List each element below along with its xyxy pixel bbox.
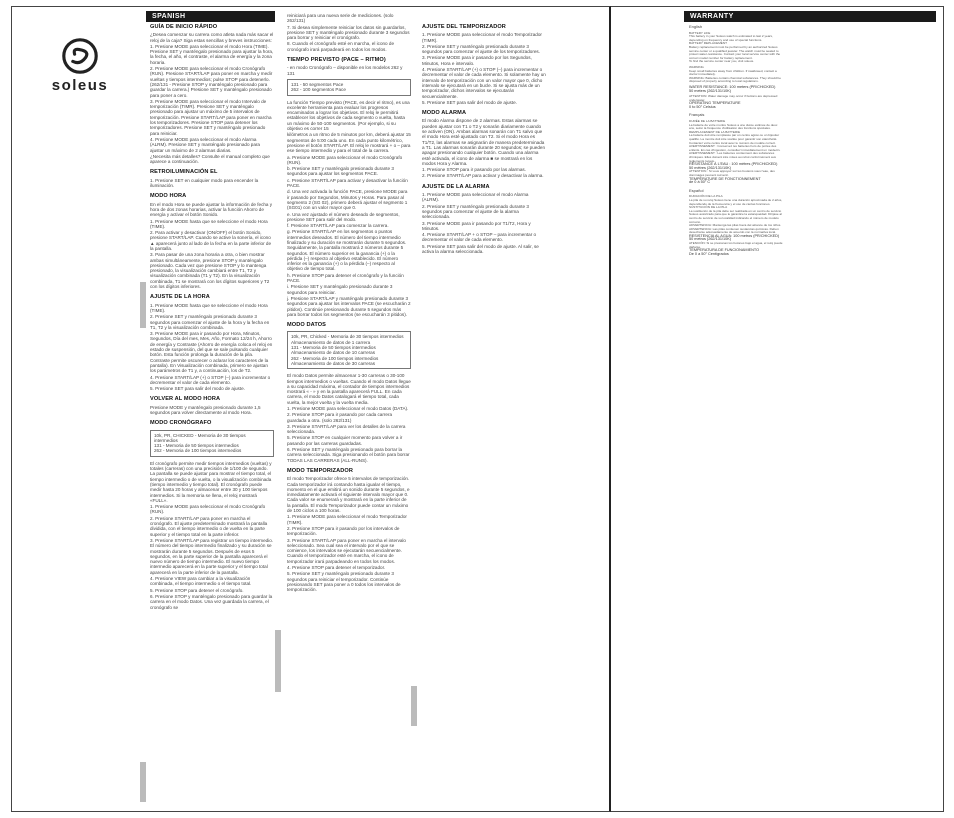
paragraph: 4. Presione START/LAP (+) o STOP (–) para incrementar o decrementar el valor de cada elemento. — [150, 374, 271, 385]
model-memory-box — [287, 79, 411, 96]
warranty-line: OPERATING TEMPERATURE — [689, 101, 741, 106]
warranty-line: TEMPÉRATURE DE FONCTIONNEMENT — [689, 176, 761, 181]
paragraph: 6. Presione STOP y manténgalo presionado para guardar la carrera en el modo Datos. Una vez guardada la carrera, el cronógrafo se — [150, 593, 273, 610]
section-heading: AJUSTE DEL TEMPORIZADOR — [422, 24, 506, 30]
side-tab-decoration — [411, 686, 417, 726]
section-heading: TIEMPO PREVISTO (PACE – RITMO) — [287, 57, 386, 64]
section-heading: RETROILUMINACIÓN EL — [150, 169, 218, 176]
spanish-column-1 — [150, 25, 274, 611]
paragraph: a. Presione MODE para seleccionar el modo Cronógrafo (RUN). — [287, 154, 403, 165]
warranty-line: ATENCIÓN: Si se presionan los botones bajo el agua, el reloj puede dañarse. — [689, 241, 783, 249]
spanish-column-3 — [422, 25, 546, 255]
soleus-logo-icon — [62, 38, 98, 74]
paragraph: 2. Presione MODE para seleccionar el modo Cronógrafo (RUN). Presione START/LAP para poner en marcha y medir vueltas y tiempos intermedios; pulse STOP para detenerlo. (262/131 - Presione STOP y manténgalo presionado para guardar la carrera.) Presione SET y manténgalo presionado para poner a cero. — [150, 66, 273, 98]
box-line: Almacenamiento de datos de 30 carreras — [291, 360, 376, 366]
paragraph: 1. Presione STOP para ir pasando por las alarmas. — [422, 167, 527, 173]
paragraph: 5. Presione SET para salir del modo de ajuste. Al salir, se activa la alarma seleccionada. — [422, 243, 539, 254]
warranty-line: WARNING: Batteries contain chemical substances. They should be disposed of properly according to local regulations. — [689, 75, 781, 84]
paragraph: 4. Presione START/LAP (+) o STOP (–) para incrementar o decrementar el valor de cada elemento. Si solamente hay un intervalo de temporización con un valor mayor que 0, dicho intervalo se ejecutará en un bucle. Si se ajusta más de un temporizador, dichos intervalos se ejecutarán secuencialmente. — [422, 67, 546, 99]
warranty-line: La sustitución de la pila debe ser realizada en un centro de servicio Soleus autorizado para que le garantice la estanqueidad. Diríjase al centro de servicio de su localidad indicando el número de modelo correcto. — [689, 208, 782, 224]
section-heading: MODO TEMPORIZADOR — [287, 467, 354, 474]
warranty-line: SUSTITUCIÓN DE LA PILA — [689, 205, 728, 210]
warranty-line: La pila de su reloj Soleus tiene una duración aproximada de 2 años, dependiendo de la frecuencia y el uso de ciertas funciones. — [689, 197, 783, 206]
paragraph: 5. Presione STOP en cualquier momento para volver a ir pasando por las carreras guardadas. — [287, 435, 403, 446]
warranty-line: La batterie doit être remplacée par un centre agréé ou un bijoutier qualifié. La montre doit être scellée pour garantir son étanchéité. Contactez votre centre local avec le numéro de modèle correct. — [689, 133, 780, 145]
paragraph: 1. Presione SET en cualquier modo para encender la iluminación. — [150, 177, 259, 189]
box-line: 262 - Memoria de 100 tiempos intermedios — [154, 448, 242, 454]
warranty-line: ATTENTION: Water damage may occur if buttons are depressed underwater. — [689, 94, 778, 102]
paragraph: g. Presione START/LAP en los segmentos o puntos intermedios deseados. El número del tiempo intermedio finalizado y su duración se mostrarán durante 5 segundos. Seguidamente, la pantalla mostrará 2 números durante 5 segundos. El número superior es la ganancia (+) o la pérdida (–) respecto al objetivo establecido. El número inferior es la ganancia (+) o la pérdida (–) respecto al objetivo de tiempo total. — [287, 229, 407, 272]
paragraph: 2. Presione SET y manténgalo presionado durante 3 segundos para comenzar el ajuste de la alarma seleccionada. — [422, 203, 529, 220]
paragraph: El modo Datos permite almacenar 1-30 carreras o 30-100 tiempos intermedios o vueltas. Cuando el modo Datos llegue a su capacidad máxima, el contador de tiempos intermedios mostrará « - » y en la pantalla aparecerá FULL. En cada carrera, el modo Datos catalogará el tiempo total, cada vuelta, la mejor vuelta y la vuelta media. — [287, 373, 411, 405]
spanish-column-2 — [287, 13, 411, 594]
language-heading: English — [689, 24, 703, 29]
paragraph: El modo Alarma dispone de 2 alarmas. Estas alarmas se pueden ajustar con T1 o T2 y sonarán diariamente cuando se activen (ON). Ambas alarmas sonarán con T1 salvo que el modo Hora esté ajustado con T2. Si el modo Hora es T1/T2, las alarmas se asignarán de manera predeterminada a T1. Las alarmas sonarán durante 20 segundos; se pueden apagar presionando cualquier botón. Cuando una alarma esté activada, el icono de alarma ■ se mostrará en los modos Hora y Alarma. — [422, 118, 546, 166]
section-heading: MODO ALARMA — [422, 110, 467, 117]
paragraph: reiniciará para una nueva serie de mediciones. (solo 262/131) — [287, 13, 394, 24]
paragraph: d. Una vez activada la función PACE, presione MODE para ir pasando por Segundos, Minutos y Horas. Para pasar al segmento 2 (SG 02), primero deberá ajustar el segmento 1 (SG01) con un valor mayor que 0. — [287, 189, 408, 211]
paragraph: 3. Presione START/LAP para ver los detalles de la carrera seleccionada. — [287, 423, 406, 435]
warranty-line: AVERTISSEMENT : Les batteries contiennent des substances chimiques. Elles doivent être mises au rebut conformément aux règlements locaux. — [689, 151, 777, 163]
paragraph: 1. Presione MODE para seleccionar el modo Alarma (ALRM). — [422, 192, 529, 203]
paragraph: 1. Presione MODE para seleccionar el modo Temporizador (TIMR). — [287, 514, 407, 525]
section-heading: VOLVER AL MODO HORA — [150, 396, 221, 403]
language-heading: Español — [689, 187, 704, 193]
paragraph: 1. Presione MODE para seleccionar el modo Hora (TIME). Presione SET y manténgalo presionado para ajustar la hora, la fecha, el año, el contraste, el alarma de energía y la zona horaria. — [150, 43, 274, 65]
section-heading: MODO HORA — [150, 193, 187, 200]
paragraph: - en modo Cronógrafo – disponible en los modelos 262 y 131 — [287, 65, 403, 76]
paragraph: 4. Presione MODE para seleccionar el modo Alarma (ALRM). Presione SET y manténgalo presionado para ajustar un máximo de 2 alarmas diarias. — [150, 136, 260, 153]
paragraph: En el modo Hora se puede ajustar la información de fecha y hora de dos zonas horarias, activar la función Ahorro de energía y activar el botón Sonido. — [150, 201, 273, 218]
paragraph: 7. Si desea simplemente reiniciar los datos sin guardarlos, presione SET y manténgalo presionado durante 3 segundos para borrar y reiniciar el cronógrafo. — [287, 24, 410, 41]
paragraph: 4. Presione VIEW para cambiar a la visualización combinada, el tiempo intermedio o el tiempo total. — [150, 576, 252, 587]
warranty-line: 0 to 50° Celsius — [689, 104, 716, 109]
warranty-line: AVERTISSEMENT : Conservez les batteries hors de portée des enfants. En cas d'ingestion, consultez immédiatement un médecin. — [689, 144, 781, 152]
warranty-line: La batterie de votre montre Soleus a une durée estimée de deux ans, selon la fréquence d'utilisation des fonctions spéciales. — [689, 122, 778, 131]
paragraph: ¿Desea comenzar su carrera como atleta nada más sacar el reloj de la caja? Siga estas sencillas y breves instrucciones: — [150, 32, 274, 43]
paragraph: 2. Presione STOP para ir pasando por los intervalos de temporización. — [287, 525, 400, 537]
section-heading: MODO DATOS — [287, 322, 327, 329]
model-memory-box — [150, 430, 274, 457]
paragraph: 2. Presione SET y manténgalo presionado durante 3 segundos para comenzar el ajuste de los temporizadores. — [422, 43, 540, 55]
warranty-header: WARRANTY — [684, 11, 936, 22]
warranty-line: BATTERY LIFE — [689, 30, 711, 35]
box-line: 131 - Memoria de 50 tiempos intermedios — [291, 345, 376, 351]
paragraph: 2. Para activar y desactivar (ON/OFF) el botón Sonido, presione START/LAP. Cuando se active la sonería, el icono ▲ aparecerá junto al lado de la fecha en la parte inferior de la pantalla. — [150, 230, 271, 251]
section-heading: MODO CRONÓGRAFO — [150, 420, 212, 427]
box-line: 10k, PR, Chicked - Memoria de 30 tiempos intermedios — [291, 334, 404, 340]
warranty-line: BATTERY REPLACEMENT — [689, 41, 727, 46]
warranty-line: RESISTENCIA AL AGUA: 100 metros (PR/CHICKED) — [689, 233, 780, 238]
warranty-line: 50 mètres (262/131/10K) — [689, 165, 732, 170]
paragraph: 2. Presione STOP para ir pasando por cada carrera guardada a otra. (solo 262/131) — [287, 412, 393, 423]
warranty-text — [689, 25, 784, 256]
paragraph: 3. Presione MODE para ir pasando por Hora, Minutos, Segundos, Día del mes, Mes, Año, Formato 12/24 h, Ahorro de energía y Contraste (Ahorro de energía coloca el reloj en estado de suspensión, del que se sale pulsando cualquier botón. Esta función prolonga la duración de la pila. Contraste permite oscurecer o aclarar los caracteres de la pantalla). En Visualización combinada, primero se ajustan los parámetros de T1 y, a continuación, los de T2. — [150, 331, 273, 374]
side-tab-decoration — [140, 282, 146, 328]
warranty-line: de 0 à 50° C — [689, 180, 711, 185]
model-memory-box — [287, 331, 411, 369]
box-line: 131 - 50 segmentos Pace — [291, 81, 344, 87]
box-line: 262 - Memoria de 100 tiempos intermedios — [291, 355, 379, 361]
paragraph: 3. Para pasar de una zona horaria a otra, o bien mostrar ambas simultáneamente, presione STOP y manténgalo presionado. Cada vez que presione STOP y lo mantenga presionado, la visualización cambiará entre T1, T2 y visualización combinada (T1 y T2). En la visualización combinada, T1 se mostrará con los dígitos superiores y T2 con los dígitos inferiores. — [150, 252, 270, 290]
paragraph: 4. Presione STOP para detener el temporizador. — [287, 565, 386, 571]
paragraph: 5. Presione SET para salir del modo de ajuste. — [422, 99, 517, 105]
paragraph: 2. Presione SET y manténgalo presionado durante 3 segundos para comenzar el ajuste de la hora y la fecha en T1, T2 y la visualización combinada. — [150, 314, 270, 330]
warranty-line: ADVERTENCIA: Las pilas contienen sustancias químicas. Deben desecharse adecuadamente de acuerdo con la normativa local. — [689, 226, 779, 235]
paragraph: 1. Presione MODE para seleccionar el modo Datos (DATA). — [287, 406, 409, 411]
paragraph: c. Presione START/LAP para activar y desactivar la función PACE. — [287, 177, 408, 189]
warranty-line: 50 metros (262/131/10K) — [689, 237, 732, 242]
soleus-logo — [45, 38, 115, 94]
paragraph: 3. Presione START/LAP para poner en marcha el intervalo seleccionado. Sea cual sea el intervalo por el que se comience, los intervalos se ejecutarán secuencialmente. Cuando el temporizador esté en marcha, el icono de temporizador irará parpadeando en todos los modos. — [287, 537, 406, 564]
paragraph: 3. Presione MODE para seleccionar el modo Intervalo de temporización (TIMR). Presione SET y manténgalo presionado para ajustar un máximo de 5 intervalos de temporización. Presione START/LAP para poner en marcha los temporizadores. Presione STOP para detener los temporizadores. Presione SET y manténgalo presionado para reiniciar. — [150, 98, 272, 136]
section-heading: AJUSTE DE LA HORA — [150, 294, 210, 301]
box-line: 131 - Memoria de 50 tiempos intermedios — [154, 443, 239, 449]
side-tab-decoration — [140, 762, 146, 802]
box-line: 262 - 100 segmentos Pace — [291, 87, 346, 93]
logo-wordmark: soleus — [51, 77, 109, 94]
paragraph: 1. Presione MODE para seleccionar el modo Cronógrafo (RUN). — [150, 504, 266, 515]
warranty-line: ATTENTION : Si vous appuyez sur les boutons sous l'eau, des dommages peuvent survenir. — [689, 169, 775, 177]
language-heading: Français — [689, 112, 705, 118]
warranty-line: This battery in your Soleus watch is estimated to last 2 years, depending on frequency and use of special functions. — [689, 34, 773, 42]
paragraph: j. Presione START/LAP y manténgalo presionado durante 3 segundos para ajustar los intervalos PACE (se escucharán 2 pitidos). Continúe presionando durante 5 segundos más para borrar todos los segmentos (se escucharán 3 pitidos). — [287, 295, 411, 317]
warranty-line: 50 meters (262/131/10K) — [689, 88, 732, 93]
warranty-line: WARNING — [689, 64, 704, 69]
paragraph: 2. Presione START/LAP para activar y desactivar la alarma. — [422, 173, 544, 179]
warranty-line: To find the service center near you, visit soleus. — [689, 59, 754, 64]
paragraph: i. Presione SET y manténgalo presionado durante 3 segundos para reiniciar. — [287, 284, 393, 295]
paragraph: El cronógrafo permite medir tiempos intermedios (vueltas) y totales (carreras) con una precisión de 1/100 de segundo. La pantalla se puede ajustar para mostrar el tiempo total, el tiempo intermedio o de vuelta, o la visualización combinada (tiempo intermedio y tiempo total). El cronógrafo puede medir hasta 20 horas y almacenar entre 30 y 100 tiempos intermedios. Si la memoria se llena, el reloj mostrará «FULL». — [150, 460, 272, 503]
box-line: Almacenamiento de datos de 1 carrera — [291, 339, 371, 345]
warranty-line: DURÉE DE LA BATTERIE — [689, 119, 726, 124]
warranty-line: DURACIÓN DE LA PILA — [689, 194, 723, 199]
paragraph: b. Presione SET y manténgalo presionado durante 3 segundos para ajustar los segmentos PACE. — [287, 166, 394, 177]
box-line: 10k, PR, CHICKED - Memoria de 30 tiempos intermedios — [154, 432, 246, 443]
paragraph: kilómetros a un ritmo de 5 minutos por km, deberá ajustar 15 segmentos de 5:00 cada uno. En cada punto kilométrico, presione el botón START/LAP. El reloj le mostrará + o – para ese tiempo intermedio y para el total de la carrera. — [287, 132, 411, 154]
paragraph: 6. Presione SET y manténgalo presionado para borrar la carrera seleccionada. Siga presionando el botón para borrar TODAS LAS CARRERAS (ALL-RUNS). — [287, 447, 410, 463]
paragraph: 3. Presione MODE para ir pasando por T1/T2, Hora y Minutos. — [422, 220, 531, 231]
section-heading: GUÍA DE INICIO RÁPIDO — [150, 24, 218, 30]
paragraph: La función Tiempo previsto (PACE, es decir el ritmo), es una excelente herramienta para evaluar los progresos encaminados a lograr los objetivos. El reloj le permitirá establecer los objetivos de cada segmento o vuelta, hasta un máximo de 50-100 segmentos. (Por ejemplo, si su objetivo es correr 15 — [287, 99, 410, 132]
paragraph: f. Presione START/LAP para comenzar la carrera. — [287, 223, 389, 229]
warranty-line: RÉSISTANCE À L'EAU : 100 mètres (PR/CHICKED) — [689, 162, 778, 167]
paragraph: 5. Presione SET y manténgalo presionado durante 3 segundos para reiniciar el temporizador. Continúe presionando SET para poner a 0 todos los intervalos de temporización. — [287, 571, 401, 593]
warranty-line: ADVERTENCIA: Mantenga las pilas fuera del alcance de los niños. — [689, 223, 782, 228]
warranty-line: Battery replacement must be performed by an authorized Soleus service center or a qualified jeweler. The watch must be sealed to protect water-resistance. Contact your local service center with the correct model number for battery replacement. — [689, 44, 781, 60]
paragraph: 8. Cuando el cronógrafo esté en marcha, el icono de cronógrafo irará parpadeará en todos los modos. — [287, 41, 394, 52]
spanish-header: SPANISH — [146, 11, 275, 22]
paragraph: 1. Presione MODE hasta que se seleccione el modo Hora (TIME). — [150, 302, 268, 313]
warranty-line: WATER RESISTANCE: 100 meters (PR/CHICKED) — [689, 84, 776, 89]
paragraph: Presione MODE y manténgalo presionado durante 1,5 segundos para volver directamente al modo Hora. — [150, 404, 261, 415]
box-line: Almacenamiento de datos de 10 carreras — [291, 350, 376, 356]
warranty-line: TEMPERATURA DE FUNCIONAMIENTO — [689, 248, 760, 253]
paragraph: h. Presione STOP para detener el cronógrafo y la función PACE. — [287, 272, 404, 284]
paragraph: 1. Presione MODE para seleccionar el modo Temporizador (TIMR). — [422, 32, 542, 43]
warranty-line: Keep small batteries away from children. If swallowed, contact a doctor immediately. — [689, 68, 777, 77]
paragraph: 3. Presione MODE para ir pasando por los Segundos, Minutos, Hora e intervalo. — [422, 55, 532, 66]
paragraph: 1. Presione MODE hasta que se seleccione el modo Hora (TIME). — [150, 218, 268, 229]
paragraph: e. Una vez ajustado el número deseado de segmentos, presione SET para salir del modo. — [287, 211, 400, 222]
section-heading: AJUSTE DE LA ALARMA — [422, 183, 490, 190]
paragraph: 3. Presione START/LAP para registrar un tiempo intermedio. El número del tiempo intermedio finalizado y su duración se mostrarán durante 5 segundos. Después de esos 5 segundos, en la parte superior de la pantalla aparecerá el nuevo número de tiempo intermedio. El nuevo tiempo intermedio aparecerá en la parte superior y el tiempo total aparecerá en la parte inferior de la pantalla. — [150, 537, 274, 575]
paragraph: ¿Necesita más detalles? Consulte el manual completo que aparece a continuación. — [150, 153, 270, 165]
paragraph: 2. Presione START/LAP para poner en marcha el cronógrafo. El ajuste predeterminado mostrará la pantalla dividida, con el tiempo intermedio o de vuelta en la parte superior y el tiempo total en la parte inferior. — [150, 515, 268, 537]
paragraph: 5. Presione SET para salir del modo de ajuste. — [150, 386, 245, 392]
warranty-line: De 0 a 50° Centígrados — [689, 251, 729, 256]
paragraph: El modo Temporizador ofrece 5 intervalos de temporización. Cada temporizador irá contando hasta igualar el tiempo, momento en el que emitirá un sonido durante 5 segundos, e inmediatamente activará el siguiente intervalo mayor que 0. Cada valor se enumerará y mostrará en la parte inferior de la pantalla. El modo Temporizador puede contar un máximo de 100 ciclos a 100 horas. — [287, 476, 410, 514]
warranty-line: REMPLACEMENT DE LA BATTERIE — [689, 129, 741, 134]
side-tab-decoration — [275, 630, 281, 692]
paragraph: 5. Presione STOP para detener el cronógrafo. — [150, 587, 244, 593]
paragraph: 4. Presione START/LAP + o STOP – para incrementar o decrementar el valor de cada elemento. — [422, 232, 537, 243]
